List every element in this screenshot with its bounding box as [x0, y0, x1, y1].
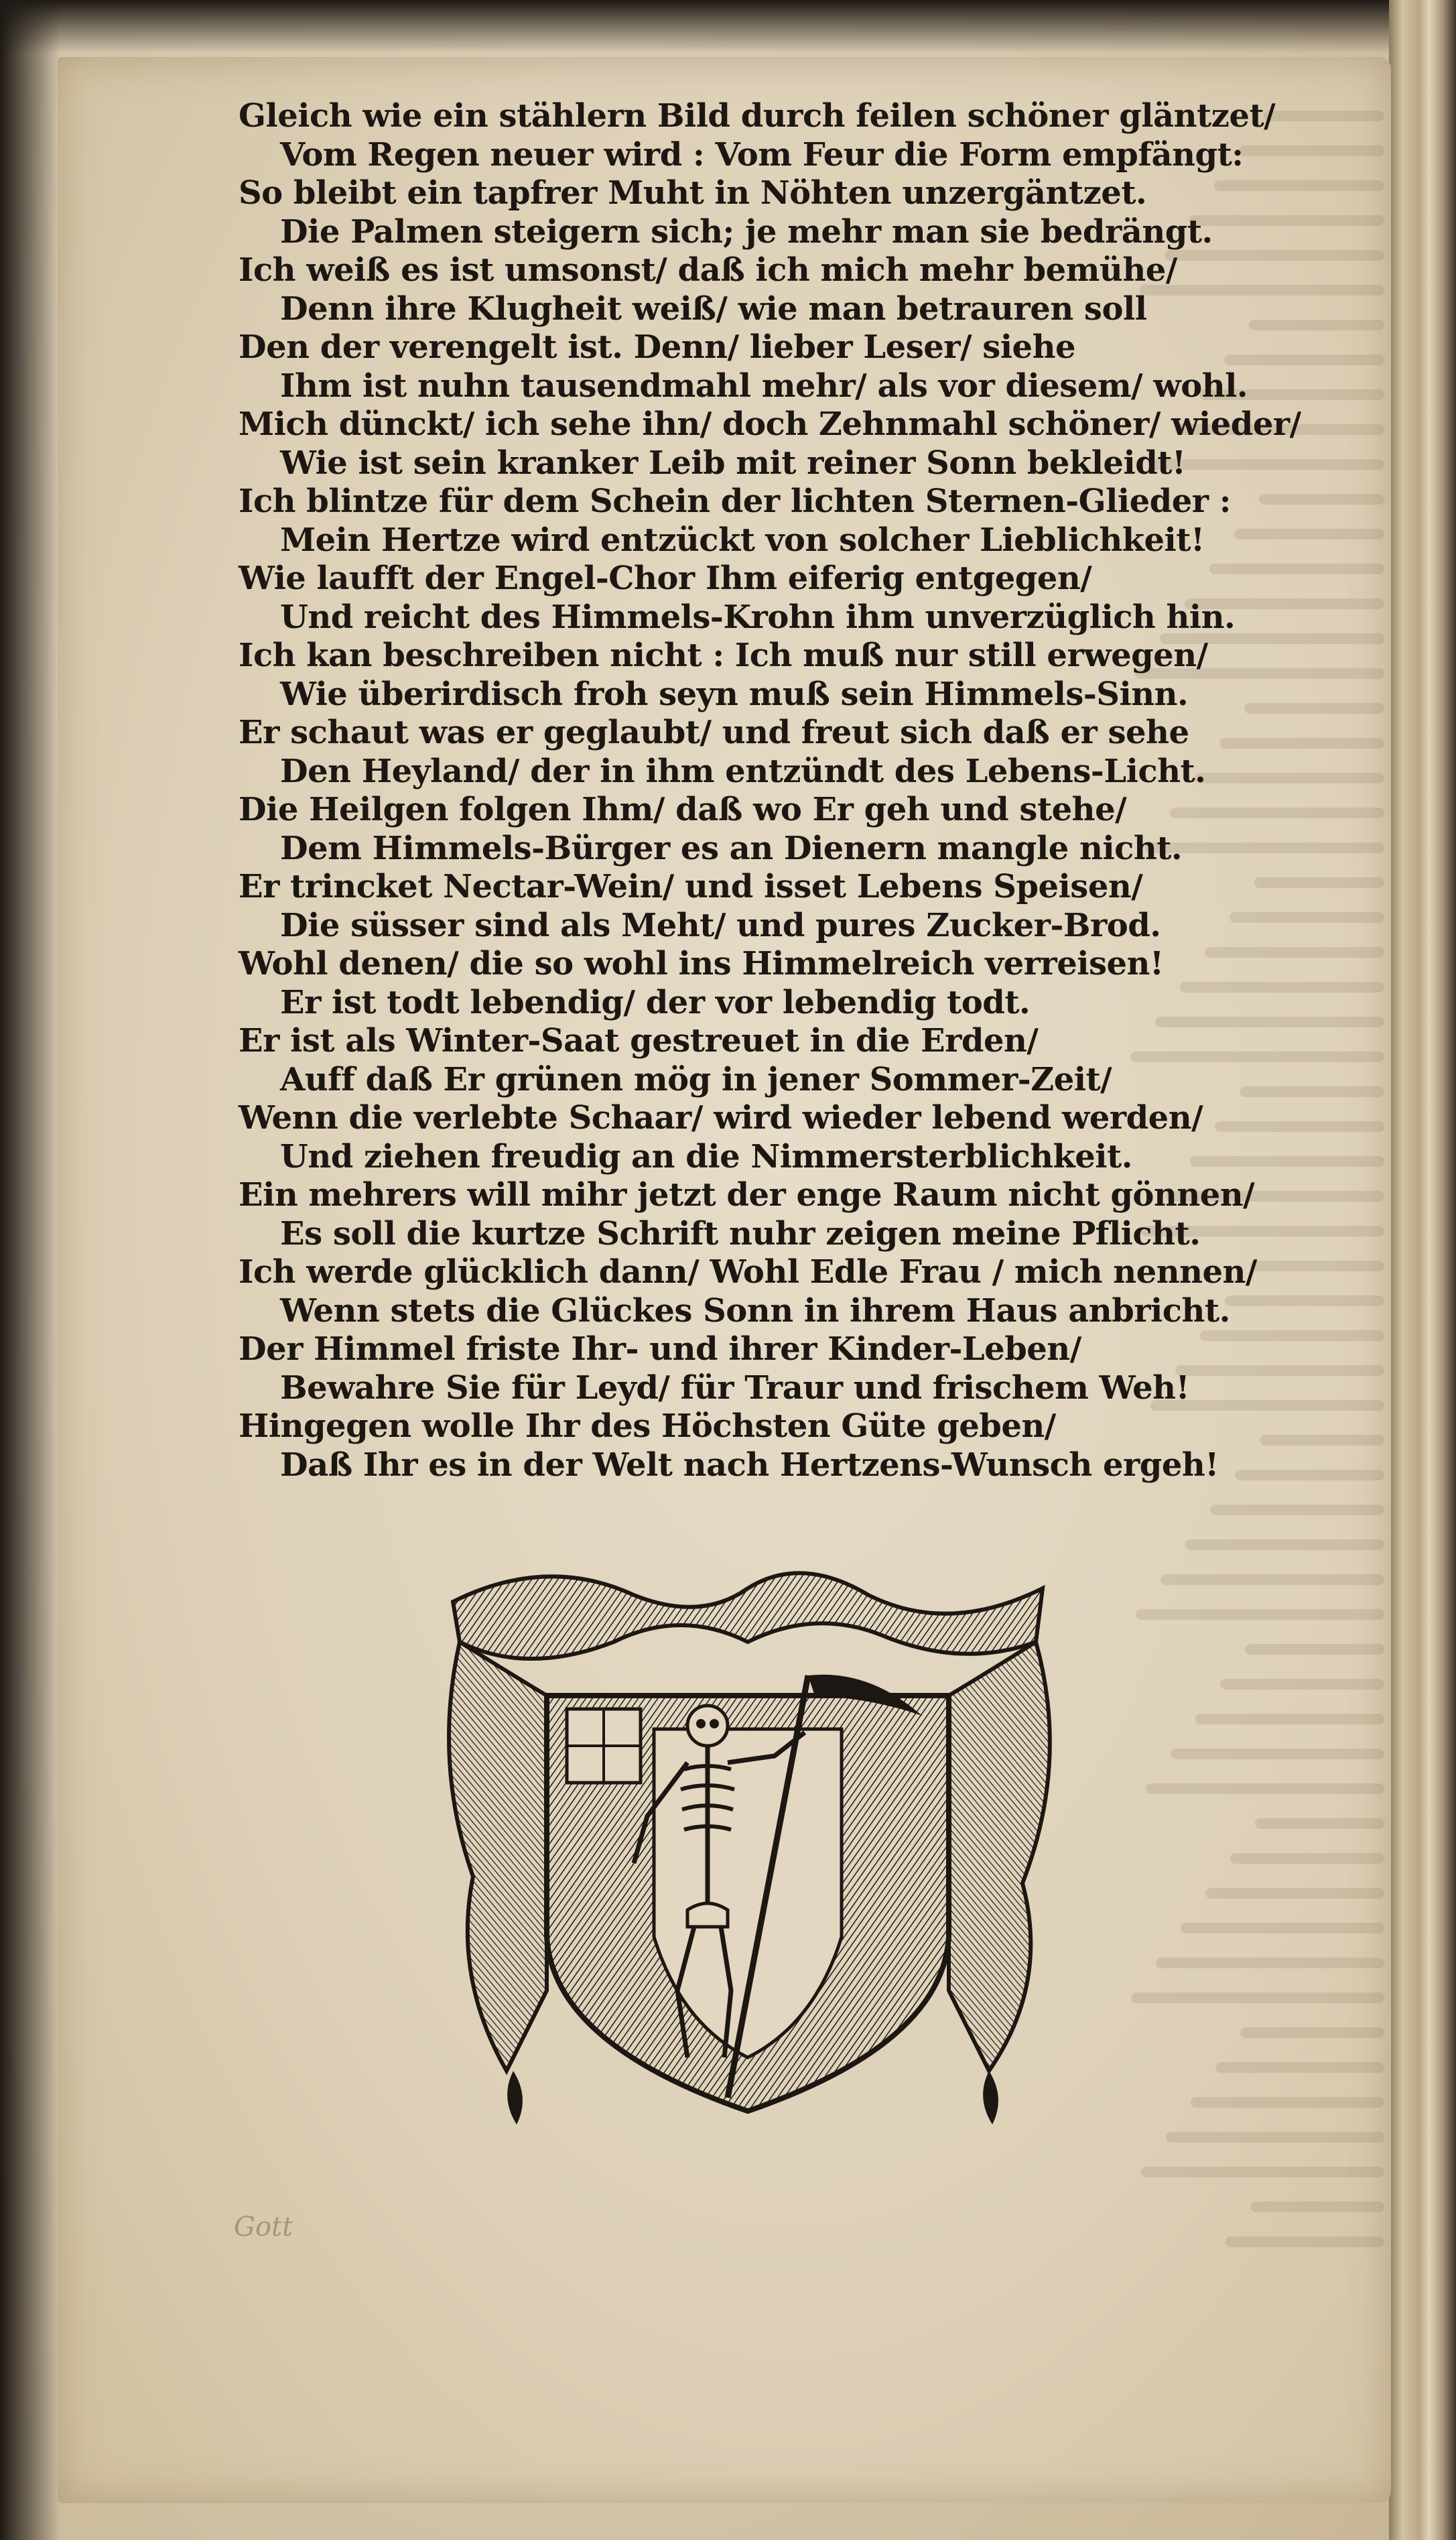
poem-line: Wie laufft der Engel-Chor Ihm eiferig entgegen/ [239, 560, 1092, 597]
poem-line: Wenn die verlebte Schaar/ wird wieder lebend werden/ [239, 1099, 1203, 1137]
bleed-through-line [1210, 1505, 1384, 1515]
poem-line: Und reicht des Himmels-Krohn ihm unverzüglich hin. [280, 598, 1236, 636]
bleed-through-line [1185, 1539, 1384, 1550]
poem-line: Er trincket Nectar-Wein/ und isset Lebens Speisen/ [239, 868, 1143, 905]
bleed-through-line [1205, 1888, 1384, 1899]
bleed-through-line [1220, 1679, 1384, 1690]
bleed-through-line [1141, 2167, 1384, 2177]
bleed-through-line [1245, 1644, 1384, 1655]
poem-line: Vom Regen neuer wird : Vom Feur die Form empfängt: [280, 135, 1244, 174]
poem-line: Mich dünckt/ ich sehe ihn/ doch Zehnmahl schöner/ wieder/ [239, 405, 1301, 443]
poem-line: Denn ihre Klugheit weiß/ wie man betrauren soll [280, 290, 1147, 328]
poem-line: Und ziehen freudig an die Nimmersterblichkeit. [280, 1137, 1132, 1176]
scan-shadow-left [0, 0, 60, 2540]
poem-line: Den der verengelt ist. Denn/ lieber Leser/ siehe [239, 328, 1076, 366]
poem-line: Gleich wie ein stählern Bild durch feilen schöner gläntzet/ [239, 97, 1276, 135]
bleed-through-line [1156, 1958, 1384, 1968]
bleed-through-line [1226, 2236, 1384, 2247]
poem-line: Ich kan beschreiben nicht : Ich muß nur still erwegen/ [239, 637, 1208, 674]
bleed-through-line [1166, 2132, 1384, 2143]
page-stack-edge [1389, 0, 1456, 2540]
bleed-through-line [1250, 2202, 1384, 2212]
bleed-through-line [1171, 1749, 1384, 1759]
poem-line: Wie ist sein kranker Leib mit reiner Sonn bekleidt! [280, 444, 1186, 482]
poem-line: Hingegen wolle Ihr des Höchsten Güte geben/ [239, 1407, 1056, 1445]
poem-line: Ich weiß es ist umsonst/ daß ich mich mehr bemühe/ [239, 251, 1177, 289]
bleed-through-line [1136, 1609, 1384, 1620]
bleed-through-line [1215, 2062, 1384, 2073]
poem-line: Auff daß Er grünen mög in jener Sommer-Zeit/ [280, 1060, 1112, 1098]
bleed-through-line [1146, 1783, 1384, 1794]
poem-line: Er ist als Winter-Saat gestreuet in die Erden/ [239, 1022, 1039, 1060]
bleed-through-line [1255, 1818, 1384, 1829]
poem-line: Die Heilgen folgen Ihm/ daß wo Er geh und stehe/ [239, 791, 1127, 828]
poem-line: Ein mehrers will mihr jetzt der enge Raum nicht gönnen/ [239, 1176, 1255, 1214]
bleed-through-line [1181, 1923, 1384, 1933]
bleed-through-line [1131, 1992, 1384, 2003]
faded-catchword-bleed: Gott [234, 2212, 293, 2242]
poem-line: Wohl denen/ die so wohl ins Himmelreich verreisen! [239, 945, 1164, 982]
poem-line: So bleibt ein tapfrer Muht in Nöhten unzergäntzet. [239, 174, 1147, 212]
scan-shadow-top [0, 0, 1456, 54]
poem-line: Mein Hertze wird entzückt von solcher Lieblichkeit! [280, 521, 1205, 559]
poem-line: Bewahre Sie für Leyd/ für Traur und frischem Weh! [280, 1369, 1190, 1407]
poem-line: Die Palmen steigern sich; je mehr man sie bedrängt. [280, 212, 1213, 251]
bleed-through-line [1195, 1714, 1384, 1724]
poem-line: Er schaut was er geglaubt/ und freut sich daß er sehe [239, 714, 1189, 751]
poem-text [239, 97, 1324, 1484]
poem-line: Wenn stets die Glückes Sonn in ihrem Haus anbricht. [280, 1291, 1230, 1330]
skeleton-with-scythe-emblem-icon [413, 1562, 1083, 2131]
book-page [58, 57, 1391, 2503]
poem-line: Ihm ist nuhn tausendmahl mehr/ als vor diesem/ wohl. [280, 367, 1248, 405]
poem-line: Wie überirdisch froh seyn muß sein Himmels-Sinn. [280, 675, 1189, 713]
poem-line: Es soll die kurtze Schrift nuhr zeigen meine Pflicht. [280, 1214, 1201, 1253]
poem-line: Dem Himmels-Bürger es an Dienern mangle nicht. [280, 829, 1183, 867]
bleed-through-line [1191, 2097, 1384, 2108]
poem-line: Er ist todt lebendig/ der vor lebendig todt. [280, 983, 1031, 1021]
poem-line: Daß Ihr es in der Welt nach Hertzens-Wunsch ergeh! [280, 1446, 1219, 1484]
bleed-through-line [1240, 2027, 1384, 2038]
poem-line: Der Himmel friste Ihr- und ihrer Kinder-Leben/ [239, 1330, 1081, 1368]
poem-line: Die süsser sind als Meht/ und pures Zucker-Brod. [280, 906, 1161, 944]
bleed-through-line [1230, 1853, 1384, 1864]
poem-line: Ich werde glücklich dann/ Wohl Edle Frau / mich nennen/ [239, 1253, 1257, 1291]
poem-line: Ich blintze für dem Schein der lichten Sternen-Glieder : [239, 483, 1231, 520]
bleed-through-line [1161, 1574, 1384, 1585]
poem-line: Den Heyland/ der in ihm entzündt des Lebens-Licht. [280, 752, 1206, 790]
